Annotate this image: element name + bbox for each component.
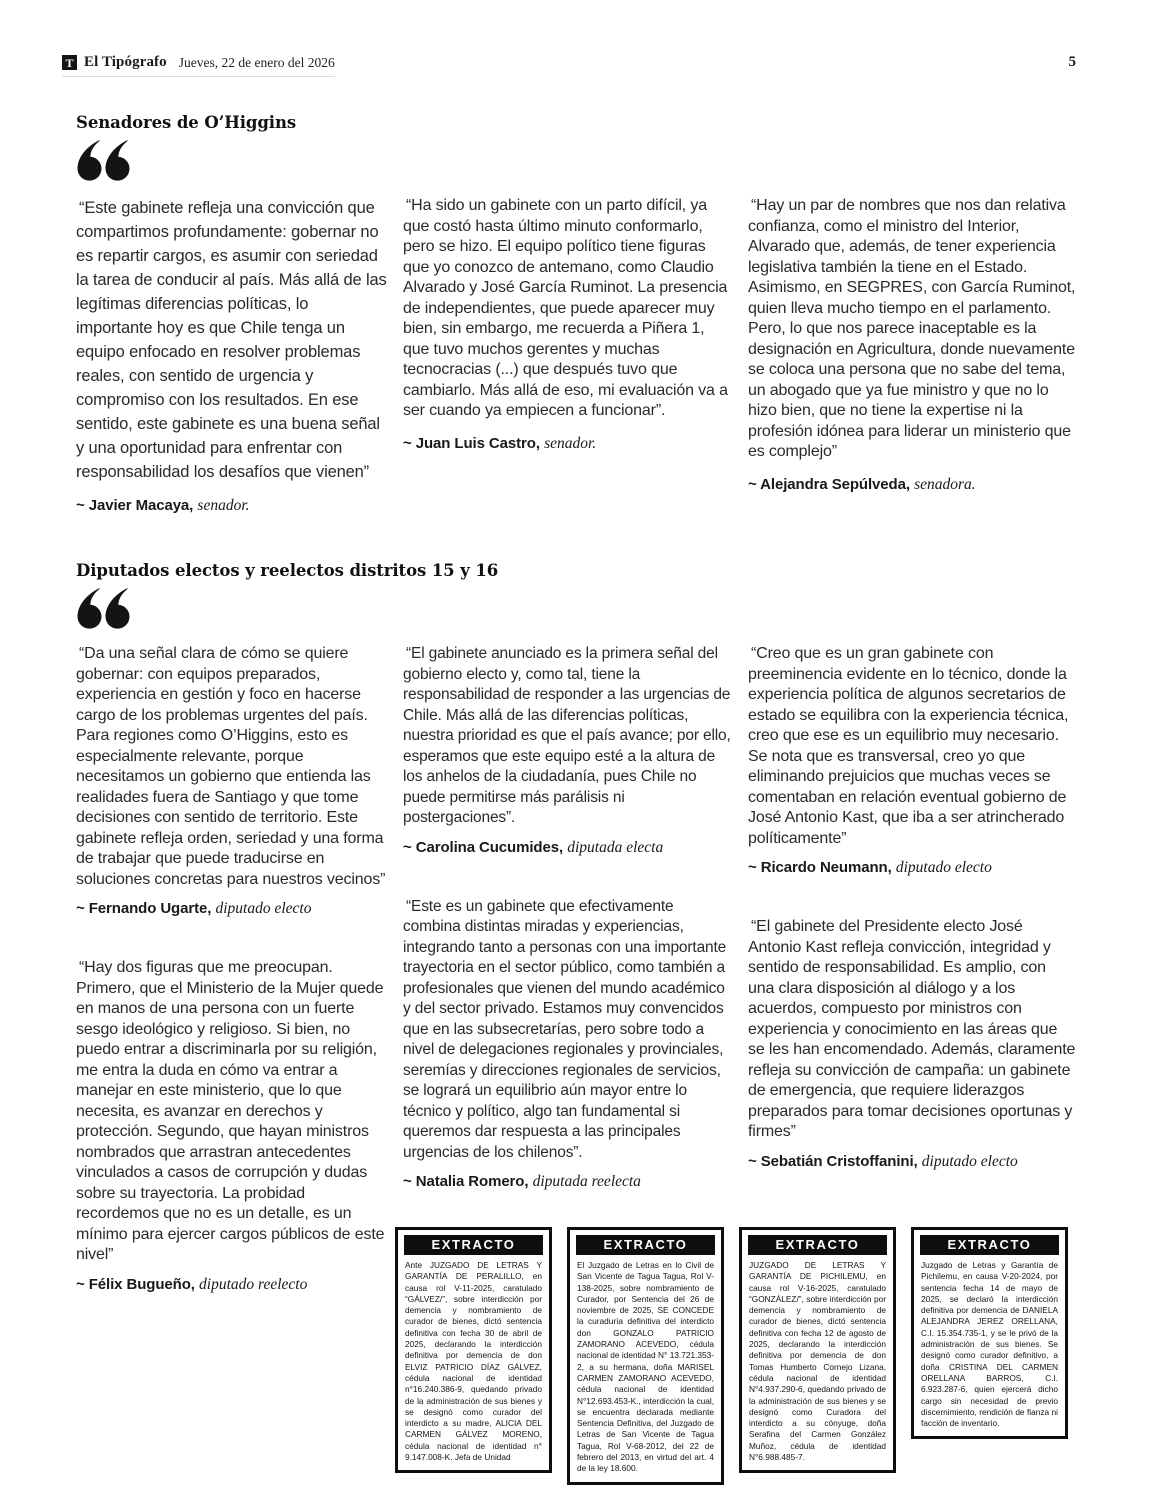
masthead [62,54,1076,77]
quote-attribution [76,900,388,918]
extracto-title: EXTRACTO [920,1235,1059,1255]
author-role: diputado reelecto [199,1275,308,1293]
page-content [76,113,1076,1485]
quote-attribution [76,497,388,515]
quote-text: “El gabinete del Presidente electo José Antonio Kast refleja convicción, integridad y sentido de responsabilidad. Es amplio, con una clara disposición al diálogo y a los acuerdos, compuesto por ministros con experiencia y conocimiento en las áreas que se les han encomendado. Además, claramente refleja su convicción de campaña: un gabinete de emergencia, que requiere liderazgos preparados para tomar decisiones oportunas y firmes” [748,918,1076,1140]
brand-title: El Tipógrafo [84,54,167,70]
senadores-column-2 [403,196,733,515]
quote-attribution [748,476,1076,494]
extracto-body: JUZGADO DE LETRAS Y GARANTÍA DE PICHILEMU, en causa rol V-16-2025, caratulado “GONZÁLEZ/”, sobre interdicción por demencia y nombramiento de curador de bienes, dictó sentencia definitiva con fecha 12 de agosto de 2025, declarando la interdicción definitiva por demencia de don Tomas Humberto Cornejo Lizana, cédula nacional de identidad N°4.937.290-6, quedando privado de la administración de sus bienes y se designó como Curadora del interdicto a su cónyuge, doña Serafina del Carmen González Muñoz, cédula de identidad N°6.988.485-7. [749,1260,886,1463]
author-name: ~ Fernando Ugarte, [76,900,212,917]
diputados-column-3 [748,644,1076,1191]
senadores-quotes [76,196,1076,515]
extracto-body: Juzgado de Letras y Garantía de Pichilemu, en causa V-20-2024, por sentencia fecha 14 de mayo de 2025, se declaró la interdicción definitiva por demencia de DANIELA ALEJANDRA JEREZ ORELLANA, C.I. 15.354.735-1, y se le privó de la administración de sus bienes. Se designó como curador definitivo, a doña CRISTINA DEL CARMEN ORELLANA BARROS, C.I. 6.923.287-6, quien ejercerá dicho cargo sin necesidad de previo discernimiento, rendición de fianza ni facción de inventario. [921,1260,1058,1429]
extracto-title: EXTRACTO [748,1235,887,1255]
extracto-row [395,1227,1076,1485]
extracto-box [911,1227,1068,1439]
author-name: ~ Carolina Cucumides, [403,838,564,856]
extracto-body: Ante JUZGADO DE LETRAS Y GARANTÍA DE PERALILLO, en causa rol V-11-2025, caratulado “GÁLVEZ/”, sobre interdicción por demencia y nombramiento de curador de bienes, dictó sentencia definitiva con fecha 30 de abril de 2025, declarando la interdicción definitiva por demencia de don ELVIZ PATRICIO DÍAZ GÁLVEZ, cédula nacional de identidad n°16.240.386-9, quedando privado de la administración de sus bienes y se designó como curador del interdicto a su madre, ALICIA DEL CARMEN GÁLVEZ MORENO, cédula nacional de identidad n° 9.147.008-K. Jefa de Unidad [405,1260,542,1463]
quote-card [403,196,733,453]
quote-card [748,917,1076,1171]
quote-text: “El gabinete anunciado es la primera señal del gobierno electo y, como tal, tiene la responsabilidad de responder a las urgencias de Chile. Más allá de las diferencias políticas, nuestra prioridad es que el país avance; por ello, esperamos que este equipo esté a la altura de los anhelos de la ciudadanía, pues Chile no puede permitirse más parálisis ni postergaciones”. [403,645,731,826]
quote-attribution [403,435,733,453]
quote-ornament-icon [76,140,1076,186]
quote-card [403,897,733,1192]
brand-group [62,54,335,77]
senadores-column-1 [76,196,388,515]
author-role: diputada reelecta [532,1173,641,1190]
quote-card [748,644,1076,877]
quote-attribution [403,1173,733,1191]
quote-text: “Este gabinete refleja una convicción que compartimos profundamente: gobernar no es repartir cargos, es asumir con seriedad la tarea de conducir al país. Más allá de las legítimas diferencias políticas, lo importante hoy es que Chile tenga un equipo enfocado en resolver problemas reales, con sentido de urgencia y compromiso con los resultados. En ese sentido, este gabinete es una buena señal y una oportunidad para enfrentar con responsabilidad los desafíos que vienen” [76,199,387,481]
author-role: diputado electo [921,1152,1018,1170]
quote-text: “Ha sido un gabinete con un parto difícil, ya que costó hasta último minuto conformarlo, pero se hizo. El equipo político tiene figuras que yo conozco de antemano, como Claudio Alvarado y José García Ruminot. La presencia de independientes, que puede aparecer muy bien, sin embargo, me recuerda a Piñera 1, que tuvo muchos gerentes y muchas tecnocracias (...) que después tuvo que cambiarlo. Más allá de eso, mi evaluación va a ser cuando ya empiecen a funcionar”. [403,197,728,419]
author-name: ~ Alejandra Sepúlveda, [748,475,910,493]
author-name: ~ Juan Luis Castro, [403,434,540,452]
page-number: 5 [1068,54,1076,70]
quote-attribution [76,1276,388,1294]
author-role: diputado electo [895,859,992,876]
extracto-box [395,1227,552,1473]
author-name: ~ Natalia Romero, [403,1173,529,1190]
senadores-column-3 [748,196,1076,515]
quote-card [76,644,388,918]
author-name: ~ Sebatián Cristoffanini, [748,1152,918,1170]
extracto-title: EXTRACTO [576,1235,715,1255]
quote-card [76,958,388,1294]
author-role: diputada electa [567,838,664,856]
author-role: senador. [197,497,250,514]
section-heading-diputados: Diputados electos y reelectos distritos 15 y 16 [76,561,499,580]
author-role: senadora. [914,475,976,493]
author-name: ~ Javier Macaya, [76,497,194,514]
diputados-column-1 [76,644,388,1485]
quote-text: “Este es un gabinete que efectivamente combina distintas miradas y experiencias, integrando tanto a personas con una importante trayectoria en el sector público, como también a profesionales que vienen del mundo académico y del sector privado. Estamos muy convencidos que en las subsecretarías, pero sobre todo a nivel de delegaciones regionales y provinciales, seremías y direcciones regionales de servicios, se logrará un equilibrio aún mayor entre lo técnico y político, algo tan fundamental si queremos dar respuesta a las principales urgencias de los chilenos”. [403,897,727,1161]
quote-attribution [748,1153,1076,1171]
issue-date: Jueves, 22 de enero del 2026 [178,54,335,70]
quote-attribution [403,839,733,857]
quote-text: “Da una señal clara de cómo se quiere gobernar: con equipos preparados, experiencia en gestión y foco en hacerse cargo de los problemas urgentes del país. Para regiones como O’Higgins, esto es especialmente relevante, porque necesitamos un gobierno que entienda las realidades fuera de Santiago y que tome decisiones con sentido de territorio. Este gabinete refleja orden, seriedad y una forma de trabajar que puede traducirse en soluciones concretas para nuestros vecinos” [76,645,386,888]
author-name: ~ Ricardo Neumann, [748,859,892,876]
author-role: diputado electo [215,900,312,917]
diputados-column-2 [403,644,733,1191]
extracto-title: EXTRACTO [404,1235,543,1255]
extracto-box [739,1227,896,1473]
quote-card [748,196,1076,494]
quote-attribution [748,859,1076,877]
quote-card [403,644,733,857]
extracto-box [567,1227,724,1485]
quote-card [76,196,388,515]
quote-text: “Hay un par de nombres que nos dan relativa confianza, como el ministro del Interior, Alvarado que, además, de tener experiencia legislativa también la tiene en el Estado. Asimismo, en SEGPRES, con García Ruminot, quien lleva mucho tiempo en el parlamento. Pero, lo que nos parece inaceptable es la designación en Agricultura, donde nuevamente se coloca una persona que no sabe del tema, un abogado que ya fue ministro y que no lo hizo bien, que no tiene la expertise ni la profesión idónea para liderar un ministerio que es complejo” [748,197,1076,460]
author-name: ~ Félix Bugueño, [76,1275,195,1293]
newspaper-logo-icon: T [62,55,77,70]
quote-text: “Hay dos figuras que me preocupan. Primero, que el Ministerio de la Mujer quede en manos de una persona con un fuerte sesgo ideológico y religioso. Si bien, no puedo entrar a discriminarla por su religión, me entra la duda en cómo va entrar a manejar en este ministerio, que lo que necesita, es avanzar en derechos y protección. Segundo, que hayan ministros nombrados que arrastran antecedentes vinculados a casos de corrupción y dudas sobre su trayectoria. La probidad recordemos que no es un detalle, es un mínimo para ejercer cargos públicos de este nivel” [76,959,385,1263]
author-role: senador. [544,434,597,452]
quote-text: “Creo que es un gran gabinete con preeminencia evidente en lo técnico, donde la experiencia política de algunos secretarios de estado se equilibra con la experiencia técnica, creo que ese es un equilibrio muy necesario. Se nota que es transversal, creo yo que eliminando prejuicios que muchas veces se comentaban en relación eventual gobierno de José Antonio Kast, que iba a ser atrincherado políticamente” [748,645,1069,847]
quote-ornament-icon [76,588,1076,634]
extracto-body: El Juzgado de Letras en lo Civil de San Vicente de Tagua Tagua, Rol V-138-2025, sobre nombramiento de Curador, por Sentencia del 26 de noviembre de 2025, SE CONCEDE la curaduría definitiva del interdicto don GONZALO PATRICIO ZAMORANO ACEVEDO, cédula nacional de identidad N° 13.721.353-2, a su hermana, doña MARISEL CARMEN ZAMORANO ACEVEDO, cédula nacional de identidad N°12.693.453-K., interdicción la cual, se encuentra declarada mediante Sentencia Definitiva, del Juzgado de Letras de San Vicente de Tagua Tagua, Rol V-68-2012, del 22 de febrero del 2013, en virtud del art. 4 de la ley 18.600. [577,1260,714,1474]
section-heading-senadores: Senadores de O’Higgins [76,113,297,132]
diputados-quotes [76,644,1076,1485]
